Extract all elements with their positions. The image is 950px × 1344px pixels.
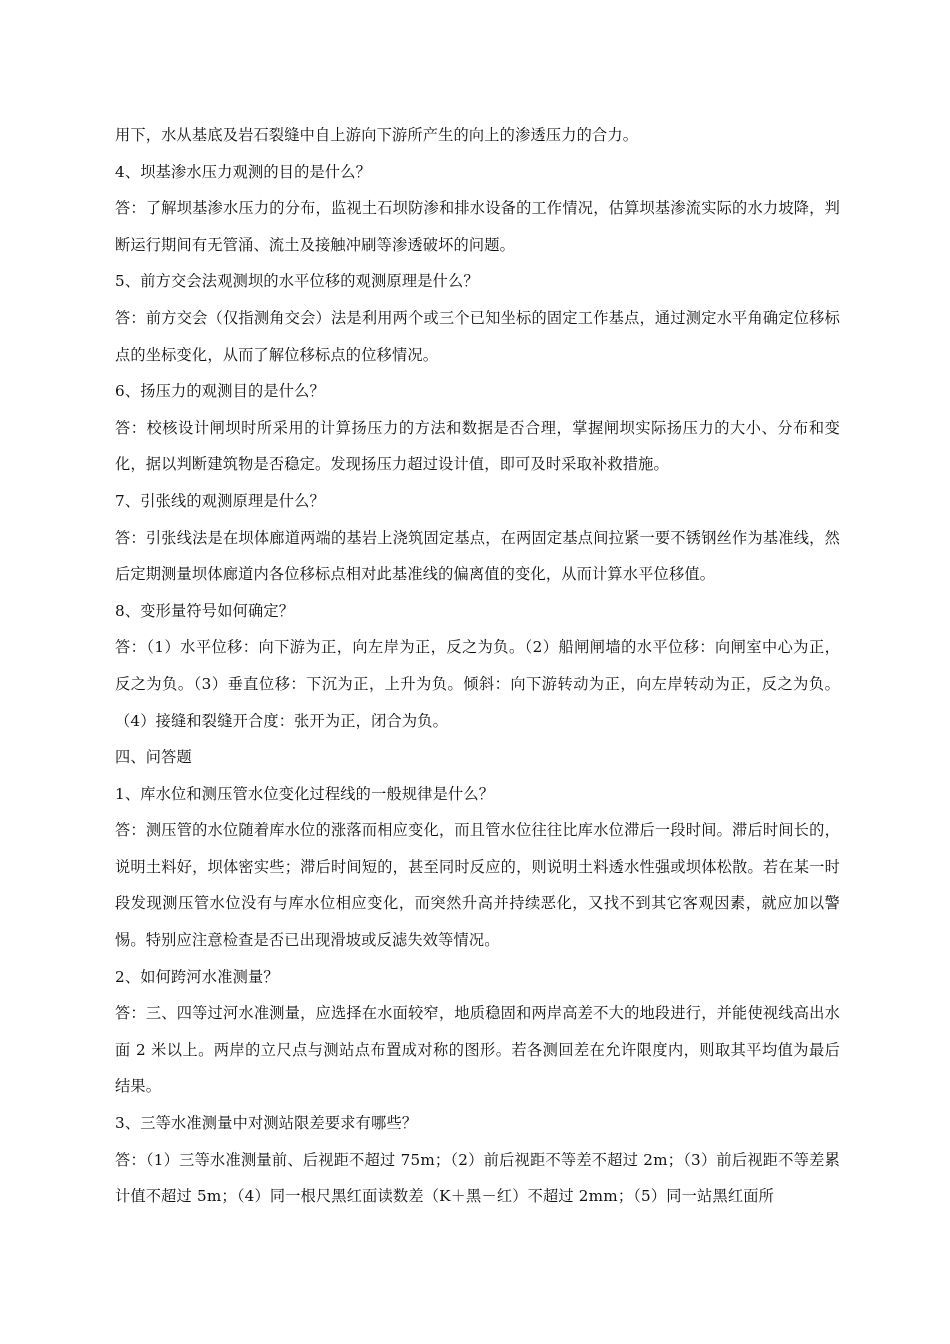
document-body [115,117,840,1215]
essay-question-3: 3、三等水准测量中对测站限差要求有哪些？ [115,1114,418,1133]
answer-4: 答：了解坝基渗水压力的分布，监视土石坝防渗和排水设备的工作情况，估算坝基渗流实际的水力坡降，判断运行期间有无管涌、流土及接触冲刷等渗透破坏的问题。 [115,199,840,254]
question-7: 7、引张线的观测原理是什么？ [115,491,325,510]
question-6: 6、扬压力的观测目的是什么？ [115,382,325,401]
section-heading: 四、问答题 [115,748,192,767]
essay-answer-1: 答：测压管的水位随着库水位的涨落而相应变化，而且管水位往往比库水位滞后一段时间。滞后时间长的，说明土料好，坝体密实些；滞后时间短的，甚至同时反应的，则说明土料透水性强或坝体松散。若在某一时段发现测压管水位没有与库水位相应变化，而突然升高并持续恶化，又找不到其它客观因素，就应加以警惕。特别应注意检查是否已出现滑坡或反滤失效等情况。 [115,821,840,950]
question-8: 8、变形量符号如何确定？ [115,601,295,620]
essay-answer-3: 答：（1）三等水准测量前、后视距不超过 75m；（2）前后视距不等差不超过 2m；（3）前后视距不等差累计值不超过 5m；（4）同一根尺黑红面读数差（K＋黑－红）不超过 2mm；（5）同一站黑红面所 [115,1150,840,1206]
essay-question-2: 2、如何跨河水准测量？ [115,967,279,986]
essay-question-1: 1、库水位和测压管水位变化过程线的一般规律是什么？ [115,784,495,803]
answer-6: 答：校核设计闸坝时所采用的计算扬压力的方法和数据是否合理，掌握闸坝实际扬压力的大小、分布和变化，据以判断建筑物是否稳定。发现扬压力超过设计值，即可及时采取补救措施。 [115,418,840,474]
question-4: 4、坝基渗水压力观测的目的是什么？ [115,162,372,181]
answer-8: 答：（1）水平位移：向下游为正，向左岸为正，反之为负。（2）船闸闸墙的水平位移：向闸室中心为正，反之为负。（3）垂直位移：下沉为正，上升为负。倾斜：向下游转动为正，向左岸转动为正，反之为负。（4）接缝和裂缝开合度：张开为正，闭合为负。 [115,638,840,730]
essay-answer-2: 答：三、四等过河水准测量，应选择在水面较窄，地质稳固和两岸高差不大的地段进行，并能使视线高出水面 2 米以上。两岸的立尺点与测站点布置成对称的图形。若各测回差在允许限度内，则取其平均值为最后结果。 [115,1004,840,1096]
question-5: 5、前方交会法观测坝的水平位移的观测原理是什么？ [115,272,479,291]
answer-7: 答：引张线法是在坝体廊道两端的基岩上浇筑固定基点，在两固定基点间拉紧一要不锈钢丝作为基准线，然后定期测量坝体廊道内各位移标点相对此基准线的偏离值的变化，从而计算水平位移值。 [115,528,840,584]
answer-5: 答：前方交会（仅指测角交会）法是利用两个或三个已知坐标的固定工作基点，通过测定水平角确定位移标点的坐标变化，从而了解位移标点的位移情况。 [115,308,840,364]
paragraph-answer-continuation: 用下，水从基底及岩石裂缝中自上游向下游所产生的向上的渗透压力的合力。 [115,126,639,144]
